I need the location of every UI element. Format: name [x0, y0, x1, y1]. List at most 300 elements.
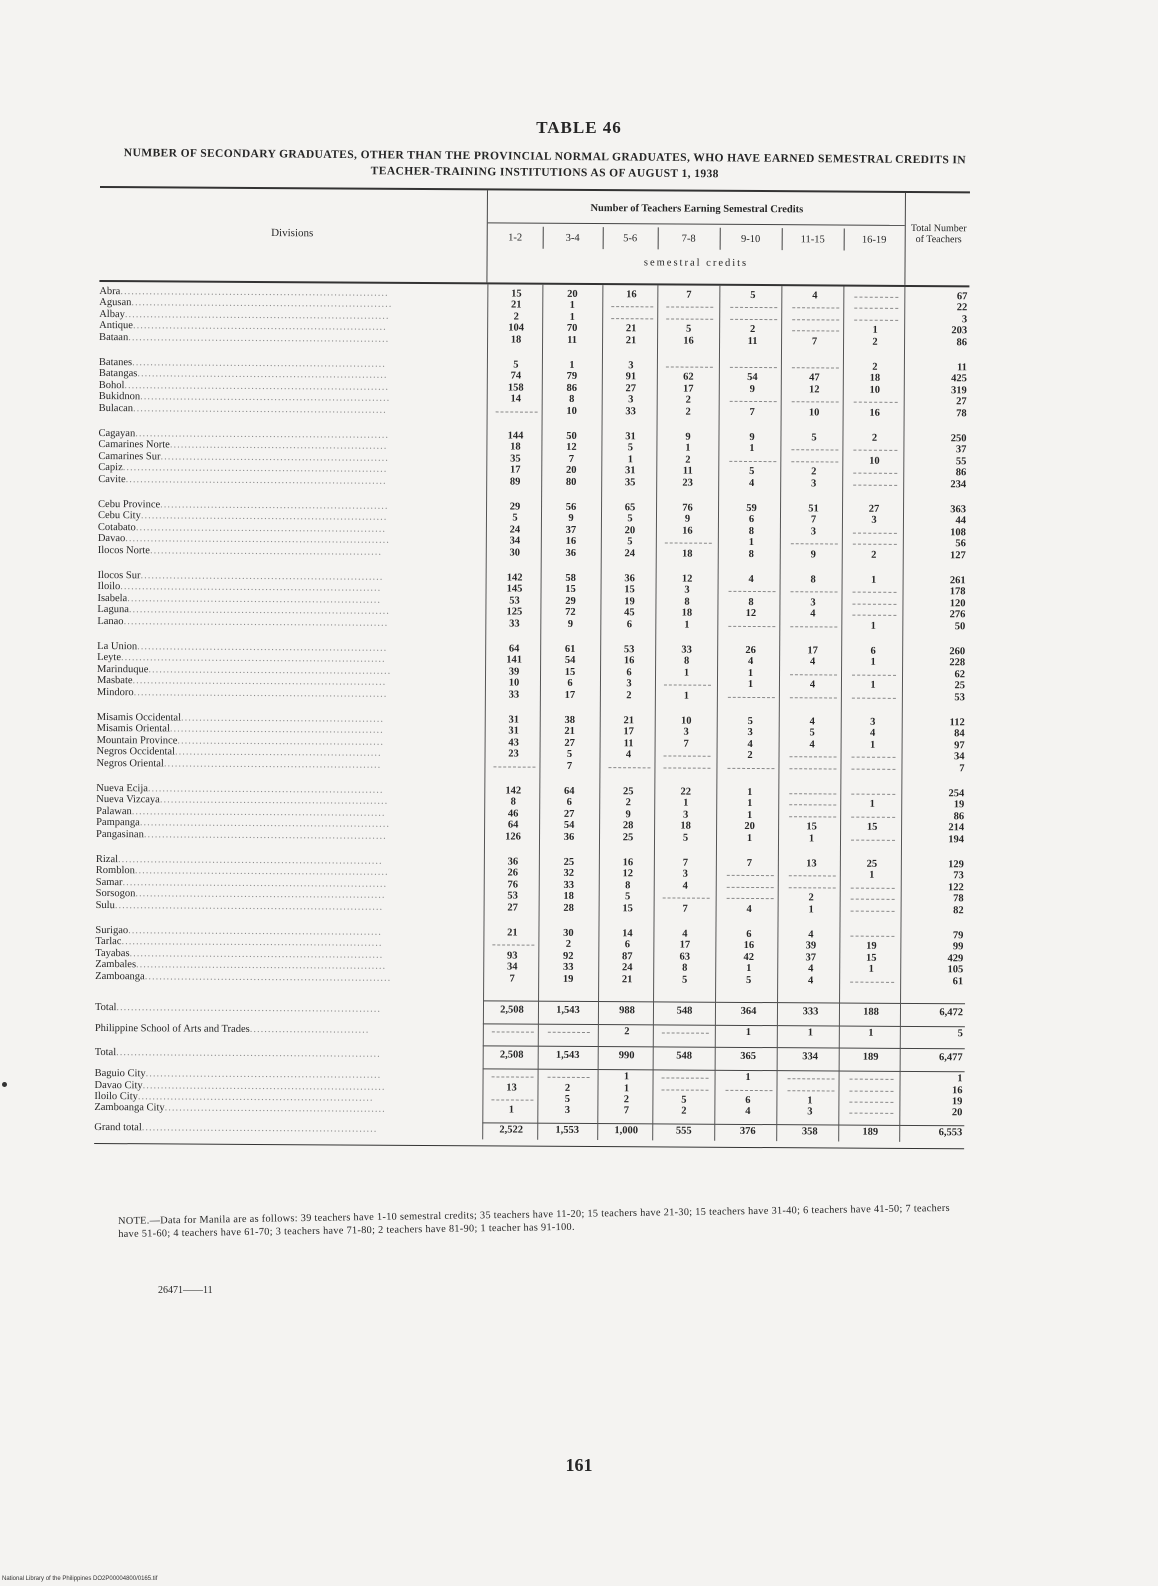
cell-value: 20	[567, 288, 578, 300]
cell-value: 1	[623, 1082, 630, 1094]
row-total: 20	[951, 1107, 963, 1119]
row-total: 6,477	[939, 1051, 963, 1064]
leader-dots: .....................................................................	[137, 641, 388, 654]
row-total: 53	[954, 691, 965, 703]
cell-value: 1	[870, 657, 876, 669]
cell-value: 4	[748, 573, 754, 586]
division-name	[94, 1102, 474, 1115]
cell-value: 17	[623, 726, 634, 738]
cell-value: 2	[624, 1026, 630, 1038]
cell-value: 31	[508, 714, 520, 726]
cell-value: 1	[569, 359, 575, 371]
leader-dots: .........................................................................	[123, 615, 389, 629]
cell-value: 54	[564, 655, 576, 667]
division-label: Bulacan	[98, 402, 134, 414]
division-label: Antique	[99, 320, 134, 332]
empty-cell-dash	[548, 1077, 590, 1078]
division-label: Capiz	[98, 462, 123, 474]
cell-value: 4	[810, 608, 816, 620]
cell-value: 3	[807, 1106, 813, 1118]
footnote: NOTE.—Data for Manila are as follows: 39 teachers have 1-10 semestral credits; 35 teachers have 11-20; 15 teachers have 21-30; 15 teachers have 31-40; 6 teachers have 41-50; 7 teachers have 51-60; 4 teachers have 61-70; 3 teachers have 71-80; 2 teachers have 81-90; 1 teacher has 91-100.	[118, 1202, 951, 1240]
cell-value: 3	[564, 1105, 571, 1117]
row-total: 86	[953, 811, 965, 823]
cell-value: 33	[509, 618, 520, 630]
empty-cell-dash	[493, 766, 535, 767]
cell-value: 25	[622, 831, 634, 843]
cell-value: 18	[510, 334, 522, 346]
cell-value: 3	[684, 584, 690, 597]
cell-value: 80	[565, 476, 577, 488]
cell-value: 19	[624, 596, 635, 608]
cell-value: 16	[626, 289, 637, 301]
cell-value: 4	[749, 477, 755, 489]
cell-value: 24	[509, 524, 521, 536]
empty-cell-dash	[851, 899, 895, 900]
cell-value: 4	[809, 656, 816, 668]
cell-value: 18	[681, 607, 693, 619]
cell-value: 15	[564, 666, 576, 678]
row-total: 429	[947, 952, 964, 965]
cell-value: 5	[682, 832, 689, 844]
cell-value: 365	[740, 1050, 757, 1062]
cell-value: 1	[747, 786, 753, 798]
section-rule	[483, 1000, 965, 1004]
row-total: 178	[949, 586, 966, 598]
empty-cell-dash	[664, 685, 711, 686]
empty-cell-dash	[787, 1090, 834, 1091]
cell-value: 142	[505, 785, 522, 797]
cell-value: 8	[569, 394, 575, 406]
row-total: 203	[951, 325, 968, 337]
empty-cell-dash	[851, 839, 895, 840]
row-total: 5	[957, 1028, 963, 1040]
leader-dots: ......................................................................	[132, 357, 386, 370]
cell-value: 10	[808, 406, 820, 418]
cell-value: 8	[748, 596, 754, 608]
cell-value: 376	[739, 1125, 756, 1137]
cell-value: 8	[682, 962, 688, 974]
cell-value: 8	[683, 655, 690, 667]
cell-value: 29	[509, 501, 521, 513]
cell-value: 104	[508, 322, 525, 334]
cell-value: 15	[624, 584, 635, 596]
division-label: Zamboanga City	[94, 1102, 165, 1114]
row-total: 425	[951, 373, 967, 385]
table-title: TABLE 46	[536, 118, 622, 137]
cell-value: 16	[869, 407, 880, 419]
empty-cell-dash	[853, 544, 897, 545]
cell-value: 2	[626, 689, 632, 701]
cell-value: 5	[625, 891, 631, 903]
row-total: 73	[953, 870, 964, 882]
row-total: 250	[950, 433, 967, 445]
cell-value: 7	[682, 903, 688, 915]
division-label: Mindoro	[96, 686, 134, 698]
empty-cell-dash	[730, 319, 777, 320]
empty-cell-dash	[608, 767, 650, 768]
division-label: Sulu	[95, 899, 115, 911]
empty-cell-dash	[492, 1032, 534, 1033]
cell-value: 3	[682, 868, 688, 880]
row-total: 1	[957, 1073, 963, 1085]
cell-value: 19	[866, 941, 877, 953]
cell-value: 2	[681, 1105, 687, 1117]
cell-value: 8	[748, 525, 755, 537]
cell-value: 25	[623, 786, 634, 798]
cell-value: 1	[746, 832, 753, 844]
leader-dots: ........................................................................	[125, 473, 387, 487]
cell-value: 56	[565, 501, 577, 513]
row-total: 112	[949, 717, 965, 729]
empty-cell-dash	[790, 674, 837, 675]
cell-value: 18	[680, 820, 691, 832]
cell-value: 10	[566, 405, 577, 417]
cell-value: 5	[566, 749, 573, 761]
division-label: Total	[94, 1001, 117, 1014]
leader-dots: .........................................................................	[122, 876, 388, 890]
cell-value: 70	[566, 323, 578, 335]
cell-value: 27	[625, 383, 637, 395]
empty-cell-dash	[850, 1079, 894, 1080]
cell-value: 37	[565, 524, 577, 536]
row-total: 120	[949, 597, 966, 610]
cell-value: 7	[566, 760, 573, 772]
cell-value: 4	[809, 679, 816, 691]
row-total: 129	[948, 859, 964, 871]
cell-value: 74	[510, 370, 522, 382]
cell-value: 22	[680, 786, 692, 798]
cell-value: 3	[811, 477, 817, 489]
empty-cell-dash	[727, 875, 774, 876]
cell-value: 6	[748, 514, 755, 526]
row-total: 228	[949, 657, 966, 669]
cell-value: 33	[562, 962, 574, 974]
empty-cell-dash	[850, 936, 894, 937]
cell-value: 1	[745, 1027, 751, 1039]
cell-value: 24	[624, 547, 636, 559]
cell-value: 13	[506, 1082, 517, 1094]
leader-dots: .............................................................	[164, 1102, 386, 1116]
empty-cell-dash	[491, 1099, 533, 1100]
row-total: 11	[956, 362, 967, 374]
leader-dots: .........................................................................	[118, 854, 383, 867]
division-name	[95, 971, 475, 984]
division-name	[96, 900, 476, 913]
empty-cell-dash	[727, 767, 774, 768]
empty-cell-dash	[663, 898, 710, 899]
row-total: 99	[952, 941, 964, 953]
cell-value: 1	[747, 667, 754, 679]
division-label: Agusan	[99, 297, 132, 309]
leader-dots: ....................................................................	[140, 510, 388, 524]
cell-value: 9	[568, 513, 574, 525]
col-header-11-15: 11-15	[800, 234, 825, 246]
division-label: Palawan	[96, 805, 132, 818]
leader-dots: .........................................................................	[122, 462, 388, 475]
col-header-1-2: 1-2	[508, 232, 523, 244]
group-rule	[488, 222, 905, 226]
cell-value: 17	[682, 383, 694, 395]
cell-value: 39	[805, 940, 817, 952]
cell-value: 16	[743, 940, 755, 952]
leader-dots: ......................................................................	[133, 402, 387, 416]
row-total: 34	[953, 751, 965, 763]
empty-cell-dash	[849, 1113, 893, 1114]
cell-value: 31	[625, 431, 636, 443]
empty-cell-dash	[851, 887, 895, 888]
row-total: 50	[954, 620, 966, 632]
cell-value: 15	[806, 821, 817, 833]
leader-dots: .................................................................	[147, 783, 384, 796]
cell-value: 53	[507, 890, 518, 902]
cell-value: 33	[508, 689, 520, 701]
cell-value: 2	[564, 1082, 571, 1094]
cell-value: 26	[745, 644, 756, 657]
leader-dots: ........................................................................	[131, 297, 393, 311]
cell-value: 5	[746, 974, 752, 986]
leader-dots: .........................................................................	[125, 533, 390, 546]
cell-value: 1	[747, 798, 753, 810]
division-label: Masbate	[96, 675, 133, 687]
empty-cell-dash	[854, 297, 898, 298]
cell-value: 1	[569, 311, 575, 323]
cell-value: 24	[621, 962, 633, 974]
row-total: 22	[956, 302, 968, 314]
cell-value: 51	[808, 503, 819, 515]
leader-dots: .........................................................................	[120, 652, 386, 666]
cell-value: 25	[563, 856, 575, 868]
row-total: 105	[947, 964, 964, 976]
cell-value: 5	[627, 536, 633, 548]
empty-cell-dash	[791, 543, 838, 544]
cell-value: 8	[510, 796, 516, 808]
division-name	[97, 616, 477, 629]
cell-value: 17	[679, 939, 691, 952]
empty-cell-dash	[789, 887, 836, 888]
cell-value: 364	[740, 1005, 757, 1018]
cell-value: 16	[622, 857, 634, 869]
cell-value: 1	[683, 690, 690, 702]
division-label: Bataan	[99, 331, 129, 343]
empty-cell-dash	[852, 674, 896, 675]
division-label: Ilocos Norte	[97, 544, 151, 556]
cell-value: 6	[626, 618, 632, 630]
footer-credit: National Library of the Philippines DO2P00004800/0165.tif	[2, 1576, 158, 1582]
empty-cell-dash	[789, 793, 836, 794]
leader-dots: ......................................................................	[135, 428, 390, 441]
cell-value: 5	[627, 442, 634, 454]
cell-value: 13	[806, 858, 817, 870]
leader-dots: ..........................................................................	[120, 286, 389, 299]
empty-cell-dash	[729, 461, 776, 462]
leader-dots: ........................................................................	[128, 604, 390, 617]
row-total: 6,472	[939, 1007, 963, 1019]
cell-value: 35	[624, 476, 636, 488]
division-label: Lanao	[97, 615, 124, 627]
cell-value: 89	[509, 476, 521, 488]
cell-value: 548	[676, 1005, 693, 1017]
row-total: 363	[950, 504, 967, 516]
leader-dots: ................................................................	[149, 544, 383, 558]
cell-value: 1	[627, 454, 633, 466]
division-label: Pampanga	[96, 817, 140, 829]
document-code: 26471——11	[158, 1285, 213, 1296]
division-name	[94, 1122, 474, 1135]
cell-value: 4	[808, 929, 814, 941]
cell-value: 16	[683, 335, 694, 347]
cell-value: 54	[747, 372, 758, 384]
empty-cell-dash	[849, 1090, 893, 1091]
credits-group-header: Number of Teachers Earning Semestral Credits	[590, 202, 804, 216]
row-total: 25	[954, 680, 965, 692]
empty-cell-dash	[854, 402, 898, 403]
division-name	[95, 1047, 475, 1060]
empty-cell-dash	[791, 592, 838, 593]
empty-cell-dash	[792, 308, 839, 309]
cell-value: 5	[564, 1093, 571, 1105]
division-label: Tarlac	[95, 936, 122, 948]
row-total: 79	[952, 930, 964, 942]
row-total: 44	[955, 515, 967, 527]
cell-value: 76	[507, 879, 519, 891]
empty-cell-dash	[611, 307, 653, 308]
leader-dots: .........................................................................	[124, 379, 390, 393]
cell-value: 1	[870, 574, 877, 586]
cell-value: 29	[565, 595, 576, 607]
empty-cell-dash	[789, 768, 836, 769]
cell-value: 1	[685, 442, 691, 455]
cell-value: 2	[749, 324, 756, 336]
cell-value: 27	[507, 902, 518, 914]
division-label: Cebu City	[97, 510, 141, 522]
cell-value: 3	[810, 526, 817, 538]
cell-value: 21	[507, 927, 518, 939]
leader-dots: .....................................................................	[135, 522, 386, 535]
cell-value: 7	[568, 453, 574, 465]
division-name	[98, 545, 478, 558]
cell-value: 79	[566, 371, 578, 383]
empty-cell-dash	[850, 981, 894, 982]
margin-mark	[2, 1082, 7, 1087]
row-total: 27	[956, 396, 967, 408]
empty-cell-dash	[852, 697, 896, 698]
cell-value: 1	[508, 1104, 515, 1116]
cell-value: 1	[747, 809, 753, 821]
cell-value: 548	[676, 1050, 693, 1062]
cell-value: 9	[749, 383, 755, 395]
division-name	[96, 829, 476, 842]
cell-value: 4	[870, 728, 876, 740]
leader-dots: ........................................................................	[128, 331, 390, 345]
cell-value: 5	[512, 512, 518, 524]
cell-value: 21	[623, 715, 635, 727]
empty-cell-dash	[852, 615, 896, 616]
cell-value: 1	[746, 963, 752, 975]
cell-value: 1	[808, 903, 814, 915]
row-total: 61	[952, 975, 964, 987]
empty-cell-dash	[790, 697, 837, 698]
leader-dots: ......................................................................	[133, 686, 388, 700]
cell-value: 5	[750, 289, 756, 302]
leader-dots: ........................................................................	[121, 936, 383, 950]
cell-value: 7	[682, 857, 689, 869]
empty-cell-dash	[853, 484, 897, 485]
cell-value: 2	[872, 336, 878, 348]
cell-value: 4	[812, 290, 818, 302]
cell-value: 15	[511, 288, 522, 300]
cell-value: 25	[866, 858, 878, 870]
cell-value: 1,543	[556, 1004, 580, 1016]
cell-value: 9	[749, 431, 755, 444]
leader-dots: ...............................................................	[160, 499, 389, 512]
cell-value: 28	[622, 820, 634, 832]
leader-dots: .....................................................................	[136, 959, 387, 972]
divisions-header: Divisions	[271, 227, 314, 240]
cell-value: 64	[508, 643, 520, 655]
leader-dots: .........................................................................	[116, 1046, 381, 1060]
cell-value: 17	[509, 464, 521, 476]
empty-cell-dash	[662, 1033, 709, 1034]
division-label: Davao	[97, 533, 126, 545]
empty-cell-dash	[666, 307, 713, 308]
division-label: Mountain Province	[96, 734, 178, 747]
cell-value: 1	[745, 1072, 751, 1084]
cell-value: 1	[869, 799, 875, 811]
cell-value: 33	[681, 644, 692, 656]
cell-value: 5	[682, 974, 688, 986]
division-label: Nueva Ecija	[96, 782, 148, 795]
cell-value: 6	[626, 667, 632, 679]
cell-value: 4	[808, 974, 814, 986]
leader-dots: ............................................................	[169, 439, 388, 453]
cell-value: 27	[563, 808, 575, 820]
cell-value: 3	[810, 597, 816, 609]
division-label: Isabela	[97, 592, 128, 604]
empty-cell-dash	[548, 1032, 590, 1033]
cell-value: 17	[564, 689, 576, 701]
cell-value: 189	[862, 1051, 879, 1063]
empty-cell-dash	[665, 543, 712, 544]
cell-value: 2,508	[499, 1049, 524, 1061]
table-subtitle: NUMBER OF SECONDARY GRADUATES, OTHER THAN THE PROVINCIAL NORMAL GRADUATES, WHO HAVE EARNED SEMESTRAL CREDITS IN TEACHER-TRAINING INSTITUTIONS AS OF AUGUST 1, 1938	[123, 147, 967, 181]
cell-value: 1	[683, 797, 689, 809]
cell-value: 3	[628, 360, 634, 372]
cell-value: 91	[625, 371, 637, 383]
cell-value: 9	[810, 548, 816, 560]
division-name	[95, 1023, 475, 1036]
cell-value: 1,543	[555, 1049, 580, 1061]
cell-value: 11	[567, 334, 578, 346]
empty-cell-dash	[663, 767, 710, 768]
cell-value: 3	[871, 515, 877, 527]
cell-value: 4	[747, 656, 754, 668]
cell-value: 358	[801, 1126, 818, 1138]
cell-value: 4	[809, 739, 815, 751]
empty-cell-dash	[492, 945, 534, 946]
empty-cell-dash	[492, 1077, 534, 1078]
cell-value: 10	[869, 384, 881, 396]
leader-dots: ...................................................................	[143, 828, 387, 842]
division-label: Sorsogon	[95, 888, 136, 900]
cell-value: 1	[868, 1028, 874, 1040]
cell-value: 158	[507, 382, 524, 394]
cell-value: 31	[624, 465, 636, 477]
table-bottom-rule	[94, 1143, 964, 1149]
leader-dots: ......................................................................	[127, 592, 381, 606]
division-label: Misamis Occidental	[96, 711, 182, 724]
empty-cell-dash	[851, 794, 895, 795]
cell-value: 8	[810, 574, 816, 586]
